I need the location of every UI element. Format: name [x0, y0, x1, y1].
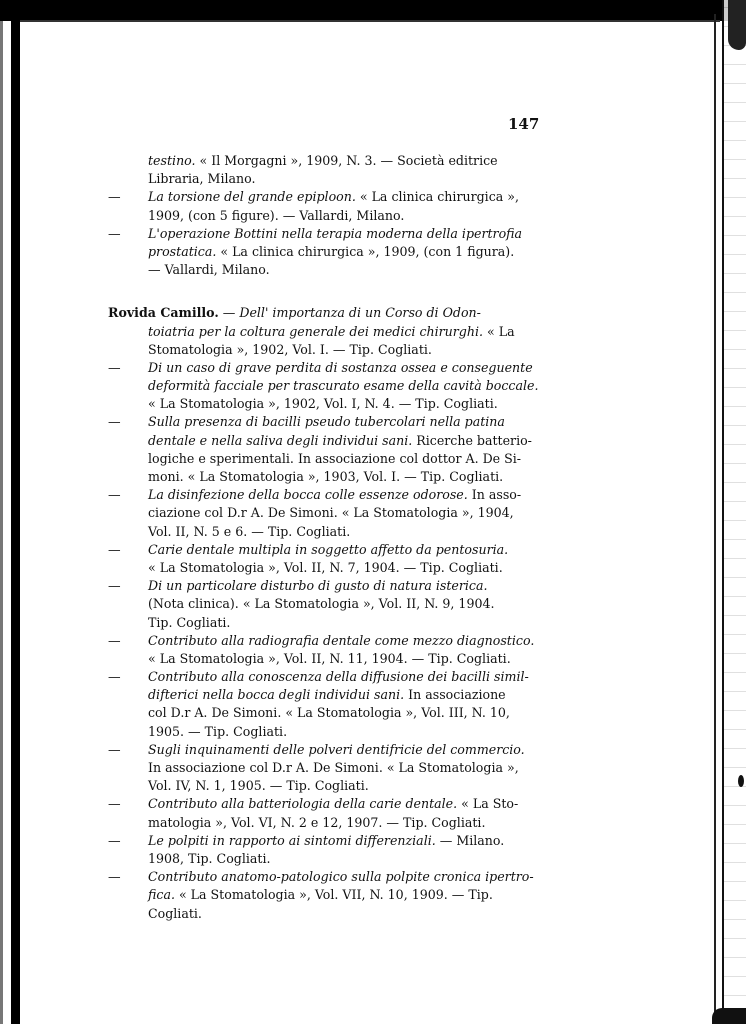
title-text: toiatria per la coltura generale dei medici chirurghi.	[148, 323, 483, 339]
citation-text: — Milano.	[435, 832, 505, 848]
text-line	[128, 905, 540, 923]
text-line	[108, 486, 540, 504]
scan-corner-shadow-top	[728, 0, 746, 50]
text-line	[108, 668, 540, 686]
scan-ink-mark	[738, 775, 744, 787]
citation-text: Ricerche batterio-	[412, 432, 532, 448]
text-line	[128, 595, 540, 613]
citation-text: In associazione	[404, 687, 506, 703]
citation-text: — Vallardi, Milano.	[148, 262, 270, 278]
text-line	[108, 225, 540, 243]
text-line	[108, 413, 540, 431]
page-number: 147	[508, 115, 540, 133]
bibliography-entry	[108, 868, 540, 923]
citation-text: « La Stomatologia », 1902, Vol. I, N. 4. — Tip. Cogliati.	[148, 396, 498, 412]
title-text: fica.	[148, 887, 175, 903]
citation-text: « La Sto-	[457, 796, 519, 812]
bibliography-entry	[108, 413, 540, 486]
title-text: Contributo anatomo-patologico sulla polpite cronica ipertro-	[148, 869, 534, 885]
bibliography-entry	[108, 668, 540, 741]
citation-text: Stomatologia », 1902, Vol. I. — Tip. Cogliati.	[148, 341, 432, 357]
entry-dash: —	[108, 359, 121, 375]
citation-text: 1908, Tip. Cogliati.	[148, 850, 271, 866]
text-line	[128, 468, 540, 486]
citation-text: moni. « La Stomatologia », 1903, Vol. I. — Tip. Cogliati.	[148, 469, 504, 484]
title-text: La torsione del grande epiploon.	[148, 189, 356, 205]
text-line	[128, 504, 540, 522]
text-line	[128, 243, 540, 261]
entry-dash: —	[108, 669, 121, 685]
entry-dash: —	[108, 541, 121, 557]
citation-text: 1905. — Tip. Cogliati.	[148, 723, 288, 739]
citation-text: Vol. IV, N. 1, 1905. — Tip. Cogliati.	[148, 778, 369, 794]
text-line	[128, 450, 540, 468]
scan-top-shadow	[0, 0, 746, 21]
citation-text: matologia », Vol. VI, N. 2 e 12, 1907. — Tip. Cogliati.	[148, 814, 486, 830]
text-line	[128, 432, 540, 450]
bibliography-entry	[108, 225, 540, 280]
bibliography-entry	[108, 795, 540, 831]
title-text: Contributo alla conoscenza della diffusione dei bacilli simil-	[148, 669, 529, 685]
bibliography-entry	[108, 632, 540, 668]
section-gap	[128, 279, 540, 304]
bibliography-entry	[108, 741, 540, 796]
citation-text: Vol. II, N. 5 e 6. — Tip. Cogliati.	[148, 523, 351, 539]
title-text: Contributo alla radiografia dentale come mezzo diagnostico.	[148, 632, 535, 648]
entry-dash: —	[108, 225, 121, 241]
page-top-rule	[20, 20, 720, 22]
text-line	[128, 152, 540, 170]
citation-text: « La Stomatologia », Vol. II, N. 7, 1904. — Tip. Cogliati.	[148, 559, 503, 575]
text-line	[128, 650, 540, 668]
text-line	[128, 377, 540, 395]
text-line	[108, 795, 540, 813]
text-line	[128, 814, 540, 832]
text-line	[128, 886, 540, 904]
entry-dash: —	[108, 741, 121, 757]
citation-text: « Il Morgagni », 1909, N. 3. — Società editrice	[195, 153, 498, 168]
title-text: Sugli inquinamenti delle polveri dentifricie del commercio.	[148, 741, 525, 757]
bibliography-entry	[108, 832, 540, 868]
text-line	[128, 207, 540, 225]
text-line	[108, 741, 540, 759]
bibliography-entry	[108, 577, 540, 632]
text-line	[128, 850, 540, 868]
text-line	[108, 188, 540, 206]
citation-text: In asso-	[467, 487, 522, 503]
text-line	[128, 170, 540, 188]
entry-dash: —	[108, 189, 121, 205]
text-line	[128, 261, 540, 279]
title-text: Contributo alla batteriologia della carie dentale.	[148, 796, 458, 812]
page-right-rule-outer	[722, 0, 724, 1024]
scan-corner-shadow-bottom	[712, 1008, 746, 1024]
author-name: Rovida Camillo.	[108, 305, 219, 321]
title-text: Le polpiti in rapporto ai sintomi differenziali.	[148, 832, 436, 848]
scan-right-noise	[724, 0, 746, 1024]
bibliography-entry	[108, 359, 540, 414]
bibliography-entry	[108, 304, 540, 359]
citation-text: (Nota clinica). « La Stomatologia », Vol. II, N. 9, 1904.	[148, 596, 495, 612]
bibliography-entry	[108, 486, 540, 541]
text-line	[108, 632, 540, 650]
citation-text: logiche e sperimentali. In associazione col dottor A. De Si-	[148, 450, 522, 466]
citation-text: Cogliati.	[148, 905, 202, 921]
text-line	[128, 759, 540, 777]
text-line	[128, 395, 540, 413]
entry-dash: —	[108, 832, 121, 848]
title-text: deformità facciale per trascurato esame della cavità boccale.	[148, 378, 539, 394]
entry-dash: —	[108, 487, 121, 503]
citation-text: « La Stomatologia », Vol. VII, N. 10, 1909. — Tip.	[174, 887, 493, 903]
citation-text: In associazione col D.r A. De Simoni. « La Stomatologia »,	[148, 760, 519, 775]
citation-text: Tip. Cogliati.	[148, 614, 231, 630]
citation-text: ciazione col D.r A. De Simoni. « La Stomatologia », 1904,	[148, 505, 514, 521]
title-text: Carie dentale multipla in soggetto affetto da pentosuria.	[148, 541, 509, 557]
entry-dash: —	[108, 869, 121, 885]
title-text: difterici nella bocca degli individui sani.	[148, 687, 405, 703]
scan-left-edge	[0, 0, 3, 1024]
citation-text: Libraria, Milano.	[148, 171, 256, 187]
title-text: Di un particolare disturbo di gusto di natura isterica.	[148, 578, 488, 594]
title-text: testino.	[148, 153, 196, 168]
citation-text: « La	[483, 323, 515, 339]
citation-text: 1909, (con 5 figure). — Vallardi, Milano.	[148, 207, 405, 223]
title-text: Sulla presenza di bacilli pseudo tubercolari nella patina	[148, 414, 505, 430]
title-text: Dell' importanza di un Corso di Odon-	[239, 305, 481, 321]
citation-text: « La clinica chirurgica »,	[355, 189, 519, 205]
text-line	[108, 541, 540, 559]
title-text: prostatica.	[148, 243, 217, 259]
text-line	[128, 704, 540, 722]
text-line	[128, 686, 540, 704]
title-text: La disinfezione della bocca colle essenze odorose.	[148, 487, 468, 503]
entry-dash: —	[108, 632, 121, 648]
text-line	[128, 723, 540, 741]
entry-dash: —	[108, 578, 121, 594]
bibliography-entry	[128, 152, 540, 188]
text-line	[128, 341, 540, 359]
text-line	[128, 323, 540, 341]
text-line	[128, 614, 540, 632]
bibliography-entry	[108, 188, 540, 224]
citation-text: —	[218, 305, 240, 321]
citation-text: col D.r A. De Simoni. « La Stomatologia », Vol. III, N. 10,	[148, 705, 510, 721]
text-line	[128, 523, 540, 541]
citation-text: « La clinica chirurgica », 1909, (con 1 figura).	[216, 243, 515, 259]
scan-left-shadow	[11, 0, 20, 1024]
title-text: Di un caso di grave perdita di sostanza ossea e conseguente	[148, 359, 533, 375]
title-text: L'operazione Bottini nella terapia moderna della ipertrofia	[148, 225, 523, 241]
text-line	[108, 868, 540, 886]
page-right-rule	[714, 14, 716, 1024]
bibliography-entry	[108, 541, 540, 577]
entry-dash: —	[108, 414, 121, 430]
text-line	[108, 304, 540, 322]
text-line	[108, 832, 540, 850]
text-line	[128, 777, 540, 795]
text-line	[108, 577, 540, 595]
entry-dash: —	[108, 796, 121, 812]
text-line	[128, 559, 540, 577]
title-text: dentale e nella saliva degli individui sani.	[148, 432, 413, 448]
text-line	[108, 359, 540, 377]
bibliography-text	[108, 152, 540, 923]
citation-text: « La Stomatologia », Vol. II, N. 11, 1904. — Tip. Cogliati.	[148, 650, 511, 666]
